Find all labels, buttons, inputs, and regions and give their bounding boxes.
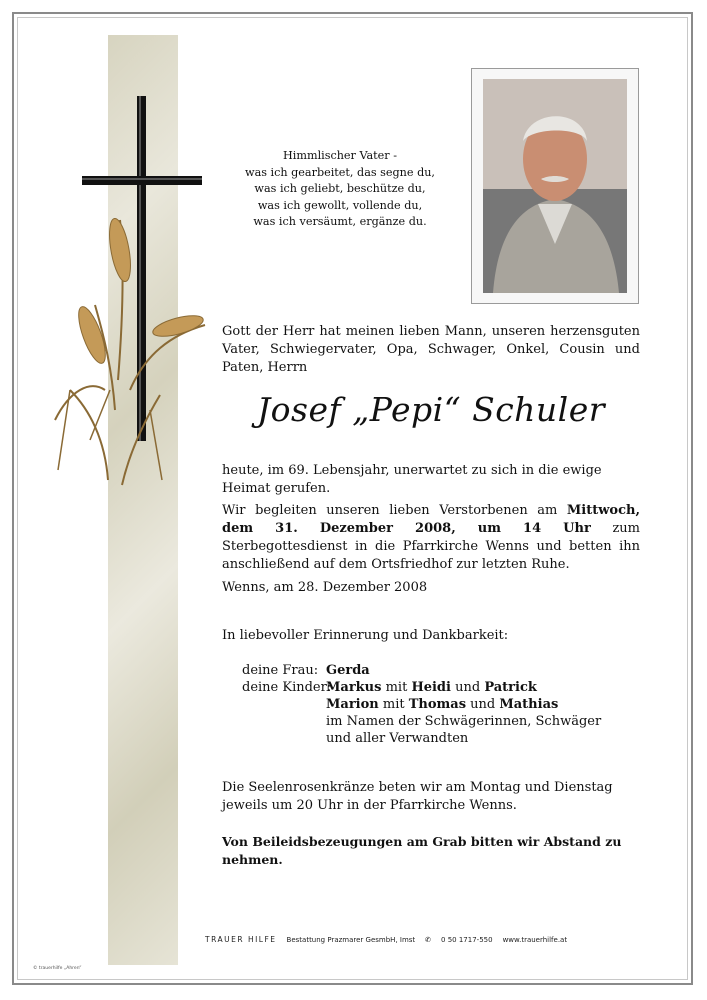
connector: und bbox=[450, 680, 485, 695]
portrait-frame bbox=[471, 68, 639, 304]
place-date: Wenns, am 28. Dezember 2008 bbox=[222, 580, 428, 595]
footer bbox=[205, 935, 567, 944]
intro-text: Gott der Herr hat meinen lieben Mann, unseren herzensguten Vater, Schwiegervater, Opa, Schwager, Onkel, Cousin und Paten, Herrn bbox=[222, 324, 640, 375]
children-line-1 bbox=[326, 679, 537, 696]
wheat-icon bbox=[55, 217, 205, 485]
children-line-2 bbox=[326, 696, 558, 713]
verse-line: was ich versäumt, ergänze du. bbox=[253, 215, 427, 228]
remembrance-line: In liebevoller Erinnerung und Dankbarkeit: bbox=[222, 628, 509, 643]
family-row bbox=[242, 679, 601, 696]
child-name: Marion bbox=[326, 697, 379, 712]
cross-icon bbox=[82, 96, 202, 441]
condolence-note: Von Beileidsbezeugungen am Grab bitten wir Abstand zu nehmen. bbox=[222, 834, 622, 867]
grandchild-name: Mathias bbox=[499, 697, 559, 712]
wife-label: deine Frau: bbox=[242, 663, 319, 678]
funeral-date-time: Mittwoch, dem 31. Dezember 2008, um 14 Uhr bbox=[222, 503, 640, 536]
relatives-line: im Namen der Schwägerinnen, Schwäger bbox=[326, 714, 602, 729]
copyright: © trauerhilfe „Ahren“ bbox=[33, 966, 82, 971]
footer-phone[interactable]: 0 50 1717-550 bbox=[441, 935, 493, 944]
children-label: deine Kinder: bbox=[242, 680, 332, 695]
verse-line: was ich geliebt, beschütze du, bbox=[254, 182, 426, 195]
spacer bbox=[242, 713, 326, 730]
portrait-illustration bbox=[483, 79, 627, 293]
wife-name: Gerda bbox=[326, 663, 370, 678]
connector: mit bbox=[378, 697, 409, 712]
verse-line: Himmlischer Vater - bbox=[283, 149, 397, 162]
footer-website[interactable]: www.trauerhilfe.at bbox=[502, 935, 568, 944]
rosary-info: Die Seelenrosenkränze beten wir am Montag und Dienstag jeweils um 20 Uhr in der Pfarrkirche Wenns. bbox=[222, 780, 613, 813]
family-row bbox=[242, 696, 601, 713]
family-row bbox=[242, 713, 601, 730]
grandchild-name: Patrick bbox=[484, 680, 537, 695]
child-name: Markus bbox=[326, 680, 382, 695]
family-row bbox=[242, 730, 601, 747]
grandchild-name: Thomas bbox=[408, 697, 467, 712]
spacer bbox=[242, 730, 326, 747]
family-list bbox=[242, 662, 601, 747]
bible-verse bbox=[235, 148, 445, 231]
relatives-line: und aller Verwandten bbox=[326, 731, 469, 746]
footer-brand: TRAUER HILFE bbox=[205, 935, 277, 944]
deceased-name: Josef „Pepi“ Schuler bbox=[256, 390, 606, 429]
verse-line: was ich gearbeitet, das segne du, bbox=[245, 165, 435, 179]
connector: und bbox=[466, 697, 500, 712]
connector: mit bbox=[381, 680, 412, 695]
portrait-photo bbox=[483, 79, 627, 293]
spacer bbox=[242, 696, 326, 713]
funeral-info bbox=[222, 502, 640, 574]
cross-with-wheat-illustration bbox=[50, 90, 220, 510]
verse-line: was ich gewollt, vollende du, bbox=[257, 198, 423, 212]
funeral-text: zum Sterbegottesdienst in die Pfarrkirche Wenns und betten ihn anschließend auf dem Ortsfriedhof zur letzten Ruhe. bbox=[222, 521, 640, 572]
family-row bbox=[242, 662, 601, 679]
footer-company: Bestattung Prazmarer GesmbH, Imst bbox=[286, 935, 416, 944]
phone-icon: ✆ bbox=[425, 935, 432, 944]
death-notice-text: heute, im 69. Lebensjahr, unerwartet zu sich in die ewige Heimat gerufen. bbox=[222, 463, 602, 496]
funeral-text: Wir begleiten unseren lieben Verstorbenen am bbox=[222, 503, 567, 518]
partner-name: Heidi bbox=[411, 680, 451, 695]
